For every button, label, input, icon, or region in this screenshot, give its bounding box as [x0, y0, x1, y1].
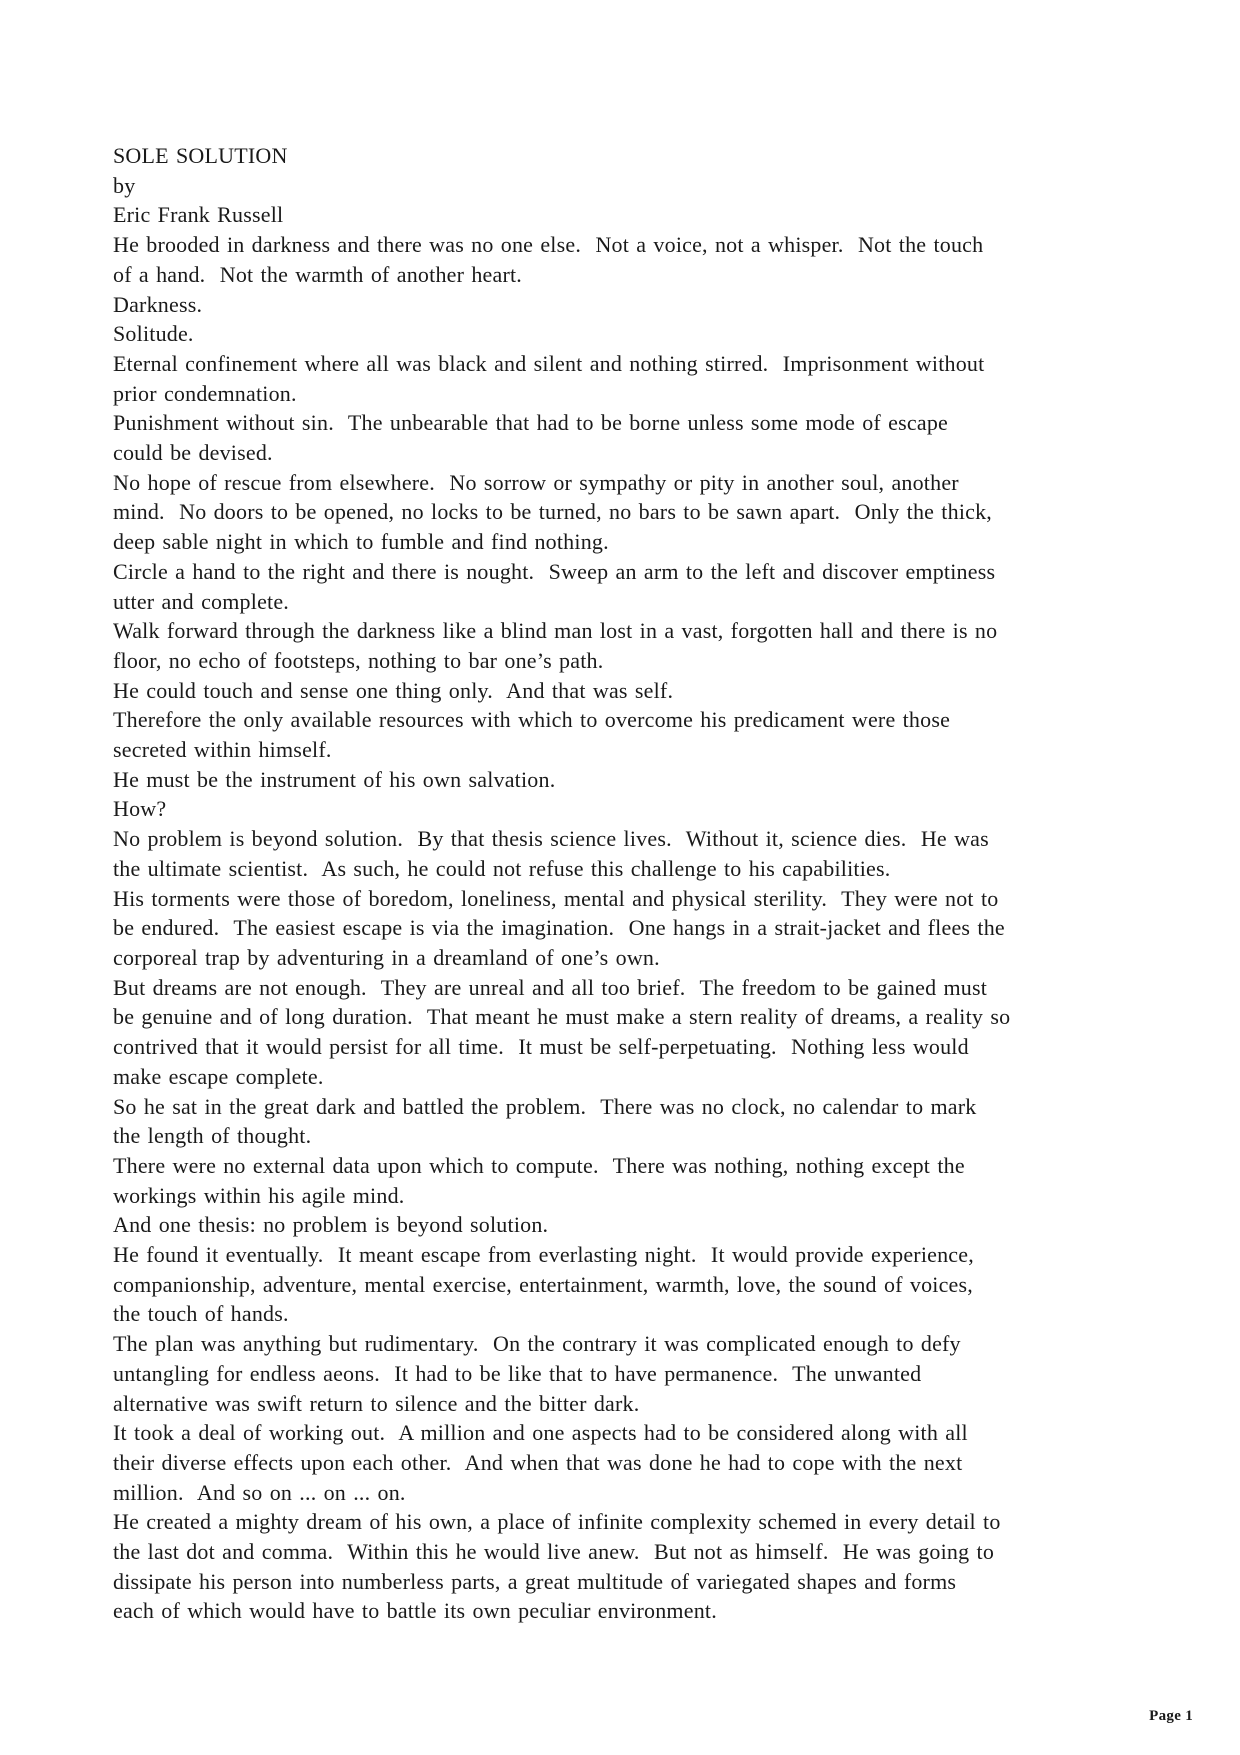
text-line: workings within his agile mind. [113, 1182, 405, 1208]
text-line: But dreams are not enough. They are unreal and all too brief. The freedom to be gained must [113, 974, 988, 1000]
text-line: secreted within himself. [113, 737, 332, 763]
text-line: the last dot and comma. Within this he would live anew. But not as himself. He was going to [113, 1539, 995, 1565]
text-line: corporeal trap by adventuring in a dreamland of one’s own. [113, 944, 660, 970]
text-line: be endured. The easiest escape is via the imagination. One hangs in a strait-jacket and flees the [113, 915, 1005, 941]
text-line: their diverse effects upon each other. And when that was done he had to cope with the next [113, 1449, 963, 1475]
text-line: And one thesis: no problem is beyond solution. [113, 1212, 549, 1238]
text-line: make escape complete. [113, 1063, 324, 1089]
text-line: be genuine and of long duration. That meant he must make a stern reality of dreams, a reality so [113, 1004, 1011, 1030]
text-line: His torments were those of boredom, loneliness, mental and physical sterility. They were not to [113, 885, 999, 911]
text-line: contrived that it would persist for all time. It must be self-perpetuating. Nothing less would [113, 1034, 969, 1060]
document-text [113, 141, 1010, 1626]
text-line: He created a mighty dream of his own, a place of infinite complexity schemed in every detail to [113, 1509, 1001, 1535]
text-line: utter and complete. [113, 588, 290, 614]
text-line: mind. No doors to be opened, no locks to be turned, no bars to be sawn apart. Only the thick, [113, 499, 993, 525]
text-line: How? [113, 796, 167, 822]
text-line: Eternal confinement where all was black and silent and nothing stirred. Imprisonment without [113, 350, 985, 376]
text-line: untangling for endless aeons. It had to be like that to have permanence. The unwanted [113, 1360, 922, 1386]
text-line: Solitude. [113, 321, 194, 347]
text-line: the ultimate scientist. As such, he could not refuse this challenge to his capabilities. [113, 855, 891, 881]
document-author: Eric Frank Russell [113, 202, 284, 228]
text-line: companionship, adventure, mental exercise, entertainment, warmth, love, the sound of voices, [113, 1271, 973, 1297]
document-title: SOLE SOLUTION [113, 143, 288, 168]
text-line: the length of thought. [113, 1123, 312, 1149]
text-line: floor, no echo of footsteps, nothing to bar one’s path. [113, 647, 604, 673]
text-line: So he sat in the great dark and battled the problem. There was no clock, no calendar to mark [113, 1093, 977, 1119]
text-line: Walk forward through the darkness like a blind man lost in a vast, forgotten hall and there is no [113, 618, 998, 644]
text-line: prior condemnation. [113, 380, 297, 406]
text-line: He could touch and sense one thing only. And that was self. [113, 677, 674, 703]
text-line: could be devised. [113, 440, 273, 466]
text-line: the touch of hands. [113, 1301, 289, 1327]
text-line: The plan was anything but rudimentary. On the contrary it was complicated enough to defy [113, 1331, 961, 1357]
text-line: No problem is beyond solution. By that thesis science lives. Without it, science dies. He was [113, 826, 989, 852]
text-line: of a hand. Not the warmth of another heart. [113, 261, 522, 287]
text-line: Circle a hand to the right and there is nought. Sweep an arm to the left and discover emptiness [113, 558, 996, 584]
text-line: Therefore the only available resources with which to overcome his predicament were those [113, 707, 951, 733]
text-line: He brooded in darkness and there was no one else. Not a voice, not a whisper. Not the touch [113, 232, 984, 258]
text-line: deep sable night in which to fumble and find nothing. [113, 529, 609, 555]
text-line: Punishment without sin. The unbearable that had to be borne unless some mode of escape [113, 410, 948, 436]
text-line: dissipate his person into numberless parts, a great multitude of variegated shapes and forms [113, 1568, 957, 1594]
text-line: He must be the instrument of his own salvation. [113, 766, 556, 792]
document-body [113, 230, 1010, 1626]
text-line: It took a deal of working out. A million and one aspects had to be considered along with all [113, 1420, 968, 1446]
text-line: No hope of rescue from elsewhere. No sorrow or sympathy or pity in another soul, another [113, 469, 959, 495]
text-line: There were no external data upon which to compute. There was nothing, nothing except the [113, 1152, 965, 1178]
text-line: Darkness. [113, 291, 203, 317]
text-line: alternative was swift return to silence and the bitter dark. [113, 1390, 640, 1416]
text-line: He found it eventually. It meant escape from everlasting night. It would provide experience, [113, 1242, 974, 1268]
text-line: million. And so on ... on ... on. [113, 1479, 406, 1505]
text-line: each of which would have to battle its own peculiar environment. [113, 1598, 717, 1624]
document-byline: by [113, 172, 136, 198]
page-number: Page 1 [1149, 1708, 1193, 1724]
